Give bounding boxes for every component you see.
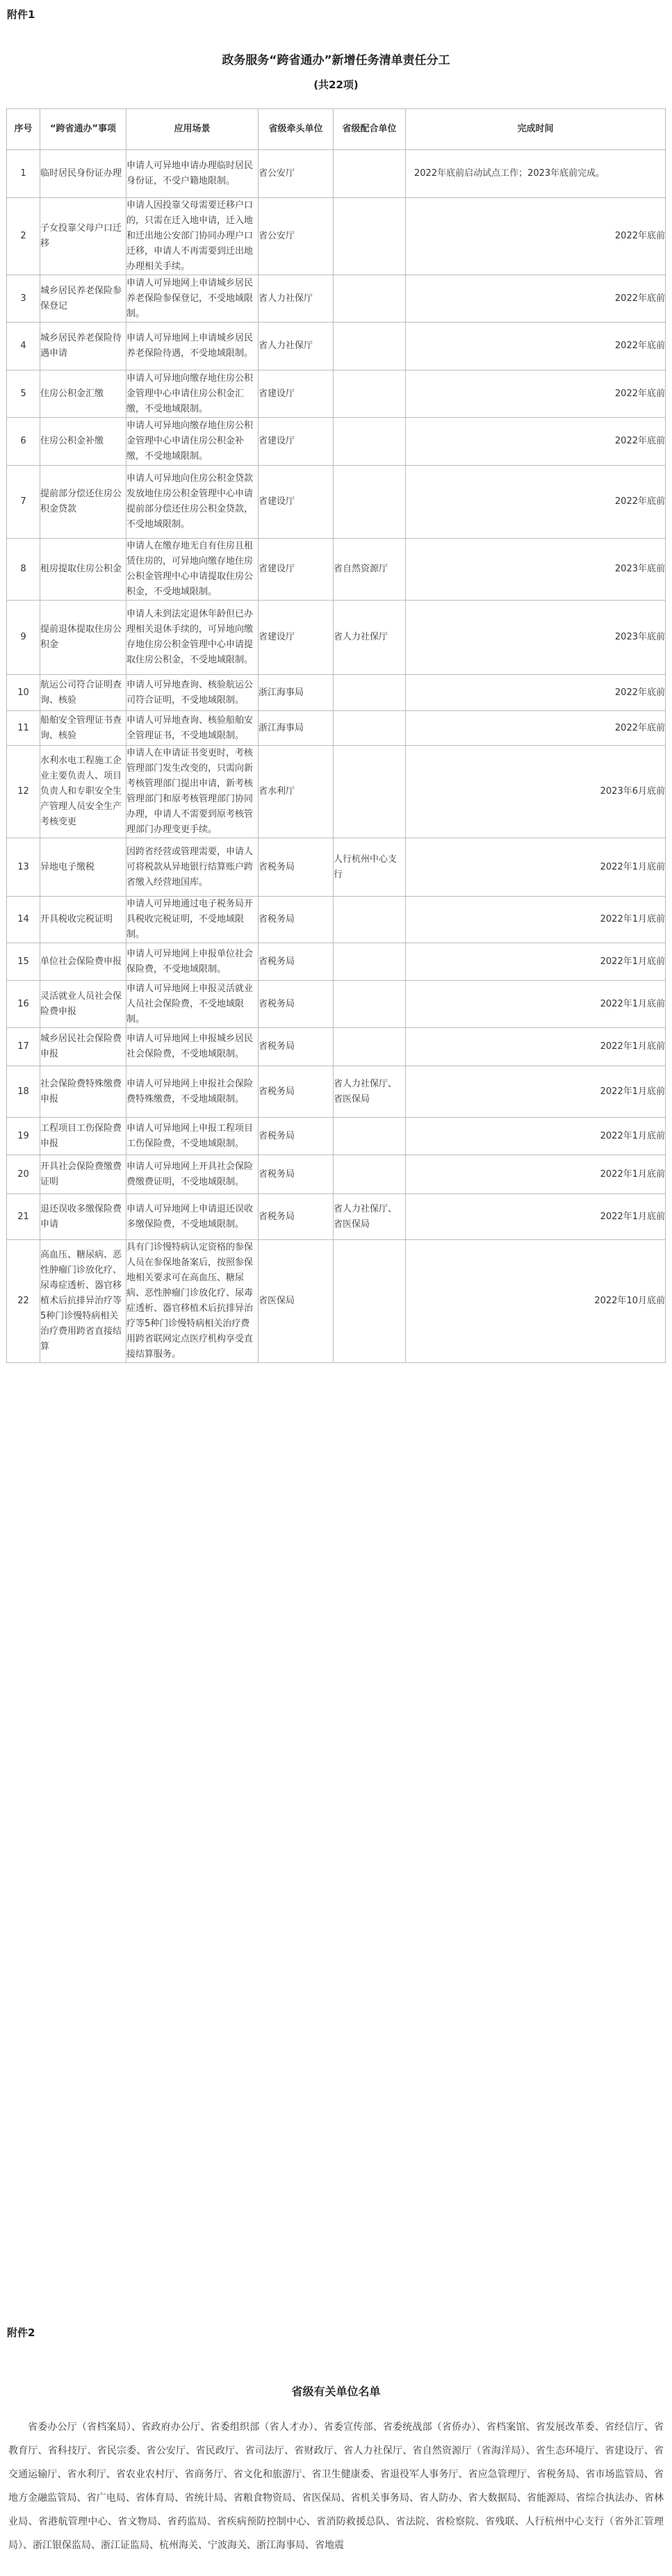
- row-item: 提前退休提取住房公积金: [40, 601, 126, 675]
- table-row: [7, 275, 666, 323]
- row-lead-unit: 省医保局: [259, 1240, 334, 1363]
- row-coop-unit: [334, 1155, 406, 1194]
- row-item: 社会保险费特殊缴费申报: [40, 1066, 126, 1118]
- row-deadline: 2022年1月底前: [406, 1066, 666, 1118]
- row-number: 5: [7, 370, 40, 418]
- row-lead-unit: 省税务局: [259, 1028, 334, 1066]
- row-item: 城乡居民养老保险参保登记: [40, 275, 126, 323]
- header-item: “跨省通办”事项: [40, 109, 126, 150]
- row-item: 提前部分偿还住房公积金贷款: [40, 466, 126, 539]
- row-lead-unit: 省税务局: [259, 897, 334, 943]
- row-scene: 申请人可异地申请办理临时居民身份证，不受户籍地限制。: [126, 150, 259, 198]
- row-scene: 申请人可异地网上申报工程项目工伤保险费，不受地域限制。: [126, 1118, 259, 1155]
- row-scene: 申请人可异地查询、核验航运公司符合证明，不受地域限制。: [126, 675, 259, 711]
- header-deadline: 完成时间: [406, 109, 666, 150]
- row-scene: 申请人可异地向缴存地住房公积金管理中心申请住房公积金补缴，不受地域限制。: [126, 418, 259, 466]
- table-row: [7, 323, 666, 370]
- row-coop-unit: [334, 370, 406, 418]
- row-number: 19: [7, 1118, 40, 1155]
- row-coop-unit: [334, 150, 406, 198]
- page-title: 政务服务“跨省通办”新增任务清单责任分工: [222, 54, 450, 67]
- row-number: 13: [7, 838, 40, 897]
- row-deadline: 2022年底前: [406, 323, 666, 370]
- task-table: [6, 108, 666, 1363]
- row-scene: 申请人可异地向住房公积金贷款发放地住房公积金管理中心申请提前部分偿还住房公积金贷款，不受地域限制。: [126, 466, 259, 539]
- row-lead-unit: 省税务局: [259, 1118, 334, 1155]
- row-coop-unit: [334, 1118, 406, 1155]
- row-number: 12: [7, 746, 40, 838]
- row-lead-unit: 省水利厅: [259, 746, 334, 838]
- row-coop-unit: 省自然资源厅: [334, 539, 406, 601]
- row-item: 航运公司符合证明查询、核验: [40, 675, 126, 711]
- row-number: 3: [7, 275, 40, 323]
- row-item: 异地电子缴税: [40, 838, 126, 897]
- table-row: [7, 1155, 666, 1194]
- row-item: 工程项目工伤保险费申报: [40, 1118, 126, 1155]
- row-lead-unit: 省税务局: [259, 943, 334, 981]
- header-coop-unit: 省级配合单位: [334, 109, 406, 150]
- table-row: [7, 838, 666, 897]
- row-lead-unit: 省税务局: [259, 981, 334, 1028]
- row-coop-unit: 省人力社保厅、省医保局: [334, 1194, 406, 1240]
- row-scene: 申请人可异地网上申报灵活就业人员社会保险费，不受地域限制。: [126, 981, 259, 1028]
- row-coop-unit: [334, 275, 406, 323]
- row-scene: 申请人因投靠父母需要迁移户口的，只需在迁入地申请，迁入地和迁出地公安部门协同办理户口迁移，申请人不再需要到迁出地办理相关手续。: [126, 198, 259, 275]
- table-row: [7, 746, 666, 838]
- row-item: 住房公积金汇缴: [40, 370, 126, 418]
- row-deadline: 2023年6月底前: [406, 746, 666, 838]
- row-deadline: 2023年底前: [406, 539, 666, 601]
- table-row: [7, 150, 666, 198]
- row-item: 租房提取住房公积金: [40, 539, 126, 601]
- row-lead-unit: 省建设厅: [259, 601, 334, 675]
- row-number: 6: [7, 418, 40, 466]
- row-number: 18: [7, 1066, 40, 1118]
- row-scene: 申请人可异地网上申请退还误收多缴保险费，不受地域限制。: [126, 1194, 259, 1240]
- row-deadline: 2022年1月底前: [406, 1118, 666, 1155]
- row-scene: 申请人可异地网上申报单位社会保险费，不受地域限制。: [126, 943, 259, 981]
- row-lead-unit: 省税务局: [259, 838, 334, 897]
- row-scene: 申请人可异地网上申请城乡居民养老保险参保登记，不受地域限制。: [126, 275, 259, 323]
- row-deadline: 2022年1月底前: [406, 1155, 666, 1194]
- row-number: 21: [7, 1194, 40, 1240]
- table-row: [7, 1028, 666, 1066]
- task-table-body: [7, 150, 666, 1363]
- row-number: 20: [7, 1155, 40, 1194]
- row-scene: 具有门诊慢特病认定资格的参保人员在参保地备案后，按照参保地相关要求可在高血压、糖尿病、恶性肿瘤门诊放化疗、尿毒症透析、器官移植术后抗排异治疗等5种门诊慢特病相关治疗费用跨省联网定点医疗机构享受直接结算服务。: [126, 1240, 259, 1363]
- row-coop-unit: 省人力社保厅: [334, 601, 406, 675]
- row-deadline: 2022年1月底前: [406, 943, 666, 981]
- row-scene: 申请人可异地网上开具社会保险费缴费证明，不受地域限制。: [126, 1155, 259, 1194]
- row-deadline: 2023年底前: [406, 601, 666, 675]
- row-deadline: 2022年底前: [406, 711, 666, 746]
- row-deadline: 2022年1月底前: [406, 1028, 666, 1066]
- row-number: 9: [7, 601, 40, 675]
- row-item: 灵活就业人员社会保险费申报: [40, 981, 126, 1028]
- row-coop-unit: [334, 711, 406, 746]
- row-deadline: 2022年1月底前: [406, 838, 666, 897]
- row-item: 开具社会保险费缴费证明: [40, 1155, 126, 1194]
- table-row: [7, 466, 666, 539]
- row-coop-unit: 省人力社保厅、省医保局: [334, 1066, 406, 1118]
- row-number: 1: [7, 150, 40, 198]
- row-deadline: 2022年底前: [406, 466, 666, 539]
- row-lead-unit: 省建设厅: [259, 418, 334, 466]
- row-lead-unit: 省建设厅: [259, 370, 334, 418]
- table-row: [7, 1240, 666, 1363]
- row-lead-unit: 浙江海事局: [259, 675, 334, 711]
- section-2-title: 省级有关单位名单: [291, 2385, 381, 2398]
- table-row: [7, 370, 666, 418]
- row-deadline: 2022年1月底前: [406, 897, 666, 943]
- header-lead-unit: 省级牵头单位: [259, 109, 334, 150]
- row-lead-unit: 省税务局: [259, 1155, 334, 1194]
- table-row: [7, 711, 666, 746]
- table-row: [7, 981, 666, 1028]
- row-number: 14: [7, 897, 40, 943]
- row-lead-unit: 省建设厅: [259, 539, 334, 601]
- row-coop-unit: [334, 981, 406, 1028]
- row-coop-unit: [334, 418, 406, 466]
- row-item: 临时居民身份证办理: [40, 150, 126, 198]
- row-number: 2: [7, 198, 40, 275]
- row-scene: 申请人未到法定退休年龄但已办理相关退休手续的，可异地向缴存地住房公积金管理中心申请提取住房公积金，不受地域限制。: [126, 601, 259, 675]
- row-item: 住房公积金补缴: [40, 418, 126, 466]
- row-number: 22: [7, 1240, 40, 1363]
- row-coop-unit: [334, 323, 406, 370]
- row-number: 16: [7, 981, 40, 1028]
- table-row: [7, 1066, 666, 1118]
- row-number: 10: [7, 675, 40, 711]
- row-deadline: 2022年10月底前: [406, 1240, 666, 1363]
- header-scene: 应用场景: [126, 109, 259, 150]
- row-item: 高血压、糖尿病、恶性肿瘤门诊放化疗、尿毒症透析、器官移植术后抗排异治疗等5种门诊慢特病相关治疗费用跨省直接结算: [40, 1240, 126, 1363]
- row-scene: 申请人可异地网上申请城乡居民养老保险待遇，不受地域限制。: [126, 323, 259, 370]
- table-row: [7, 675, 666, 711]
- row-number: 7: [7, 466, 40, 539]
- row-lead-unit: 省公安厅: [259, 198, 334, 275]
- table-row: [7, 1118, 666, 1155]
- table-row: [7, 1194, 666, 1240]
- row-scene: 申请人可异地通过电子税务局开具税收完税证明，不受地域限制。: [126, 897, 259, 943]
- row-coop-unit: [334, 1028, 406, 1066]
- row-lead-unit: 省人力社保厅: [259, 323, 334, 370]
- header-no: 序号: [7, 109, 40, 150]
- row-deadline: 2022年底前: [406, 275, 666, 323]
- row-number: 4: [7, 323, 40, 370]
- table-row: [7, 539, 666, 601]
- row-scene: 申请人在缴存地无自有住房且租赁住房的，可异地向缴存地住房公积金管理中心申请提取住房公积金，不受地域限制。: [126, 539, 259, 601]
- table-row: [7, 418, 666, 466]
- row-number: 15: [7, 943, 40, 981]
- row-coop-unit: 人行杭州中心支行: [334, 838, 406, 897]
- row-lead-unit: 省税务局: [259, 1066, 334, 1118]
- row-number: 11: [7, 711, 40, 746]
- row-coop-unit: [334, 675, 406, 711]
- row-deadline: 2022年底前启动试点工作；2023年底前完成。: [406, 150, 666, 198]
- task-count: (共22项): [313, 79, 359, 91]
- row-scene: 申请人可异地向缴存地住房公积金管理中心申请住房公积金汇缴，不受地域限制。: [126, 370, 259, 418]
- row-item: 子女投靠父母户口迁移: [40, 198, 126, 275]
- attachment-1-label: 附件1: [7, 8, 35, 21]
- row-scene: 申请人在申请证书变更时，考核管理部门发生改变的，只需向新考核管理部门提出申请，新考核管理部门和原考核管理部门协同办理，申请人不需要到原考核管理部门办理变更手续。: [126, 746, 259, 838]
- row-number: 17: [7, 1028, 40, 1066]
- row-coop-unit: [334, 466, 406, 539]
- row-item: 城乡居民社会保险费申报: [40, 1028, 126, 1066]
- row-deadline: 2022年底前: [406, 675, 666, 711]
- row-number: 8: [7, 539, 40, 601]
- attachment-2-label: 附件2: [7, 2326, 35, 2339]
- row-item: 开具税收完税证明: [40, 897, 126, 943]
- row-scene: 申请人可异地网上申报社会保险费特殊缴费，不受地域限制。: [126, 1066, 259, 1118]
- row-deadline: 2022年底前: [406, 198, 666, 275]
- row-lead-unit: 省人力社保厅: [259, 275, 334, 323]
- row-lead-unit: 浙江海事局: [259, 711, 334, 746]
- row-deadline: 2022年1月底前: [406, 981, 666, 1028]
- table-row: [7, 198, 666, 275]
- row-coop-unit: [334, 943, 406, 981]
- row-coop-unit: [334, 746, 406, 838]
- table-header-row: [7, 109, 666, 150]
- row-deadline: 2022年1月底前: [406, 1194, 666, 1240]
- table-row: [7, 897, 666, 943]
- table-row: [7, 943, 666, 981]
- row-coop-unit: [334, 1240, 406, 1363]
- table-row: [7, 601, 666, 675]
- row-lead-unit: 省建设厅: [259, 466, 334, 539]
- row-item: 水利水电工程施工企业主要负责人、项目负责人和专职安全生产管理人员安全生产考核变更: [40, 746, 126, 838]
- unit-list-paragraph: 省委办公厅（省档案局）、省政府办公厅、省委组织部（省人才办）、省委宣传部、省委统战部（省侨办）、省档案馆、省发展改革委、省经信厅、省教育厅、省科技厅、省民宗委、省公安厅、省民政厅、省司法厅、省财政厅、省人力社保厅、省自然资源厅（省海洋局）、省生态环境厅、省建设厅、省交通运输厅、省水利厅、省农业农村厅、省商务厅、省文化和旅游厅、省卫生健康委、省退役军人事务厅、省应急管理厅、省税务局、省市场监管局、省地方金融监管局、省广电局、省体育局、省统计局、省粮食物资局、省医保局、省机关事务局、省人防办、省大数据局、省能源局、省综合执法办、省林业局、省港航管理中心、省文物局、省药监局、省疾病预防控制中心、省消防救援总队、省法院、省检察院、省残联、人行杭州中心支行（省外汇管理局）、浙江银保监局、浙江证监局、杭州海关、宁波海关、浙江海事局、省地震: [8, 2422, 664, 2551]
- row-coop-unit: [334, 897, 406, 943]
- row-lead-unit: 省公安厅: [259, 150, 334, 198]
- row-scene: 因跨省经营或管理需要，申请人可将税款从异地银行结算账户跨省缴入经营地国库。: [126, 838, 259, 897]
- row-item: 城乡居民养老保险待遇申请: [40, 323, 126, 370]
- row-coop-unit: [334, 198, 406, 275]
- row-lead-unit: 省税务局: [259, 1194, 334, 1240]
- row-scene: 申请人可异地查询、核验船舶安全管理证书，不受地域限制。: [126, 711, 259, 746]
- row-scene: 申请人可异地网上申报城乡居民社会保险费，不受地域限制。: [126, 1028, 259, 1066]
- row-item: 单位社会保险费申报: [40, 943, 126, 981]
- row-deadline: 2022年底前: [406, 370, 666, 418]
- row-deadline: 2022年底前: [406, 418, 666, 466]
- row-item: 船舶安全管理证书查询、核验: [40, 711, 126, 746]
- row-item: 退还误收多缴保险费申请: [40, 1194, 126, 1240]
